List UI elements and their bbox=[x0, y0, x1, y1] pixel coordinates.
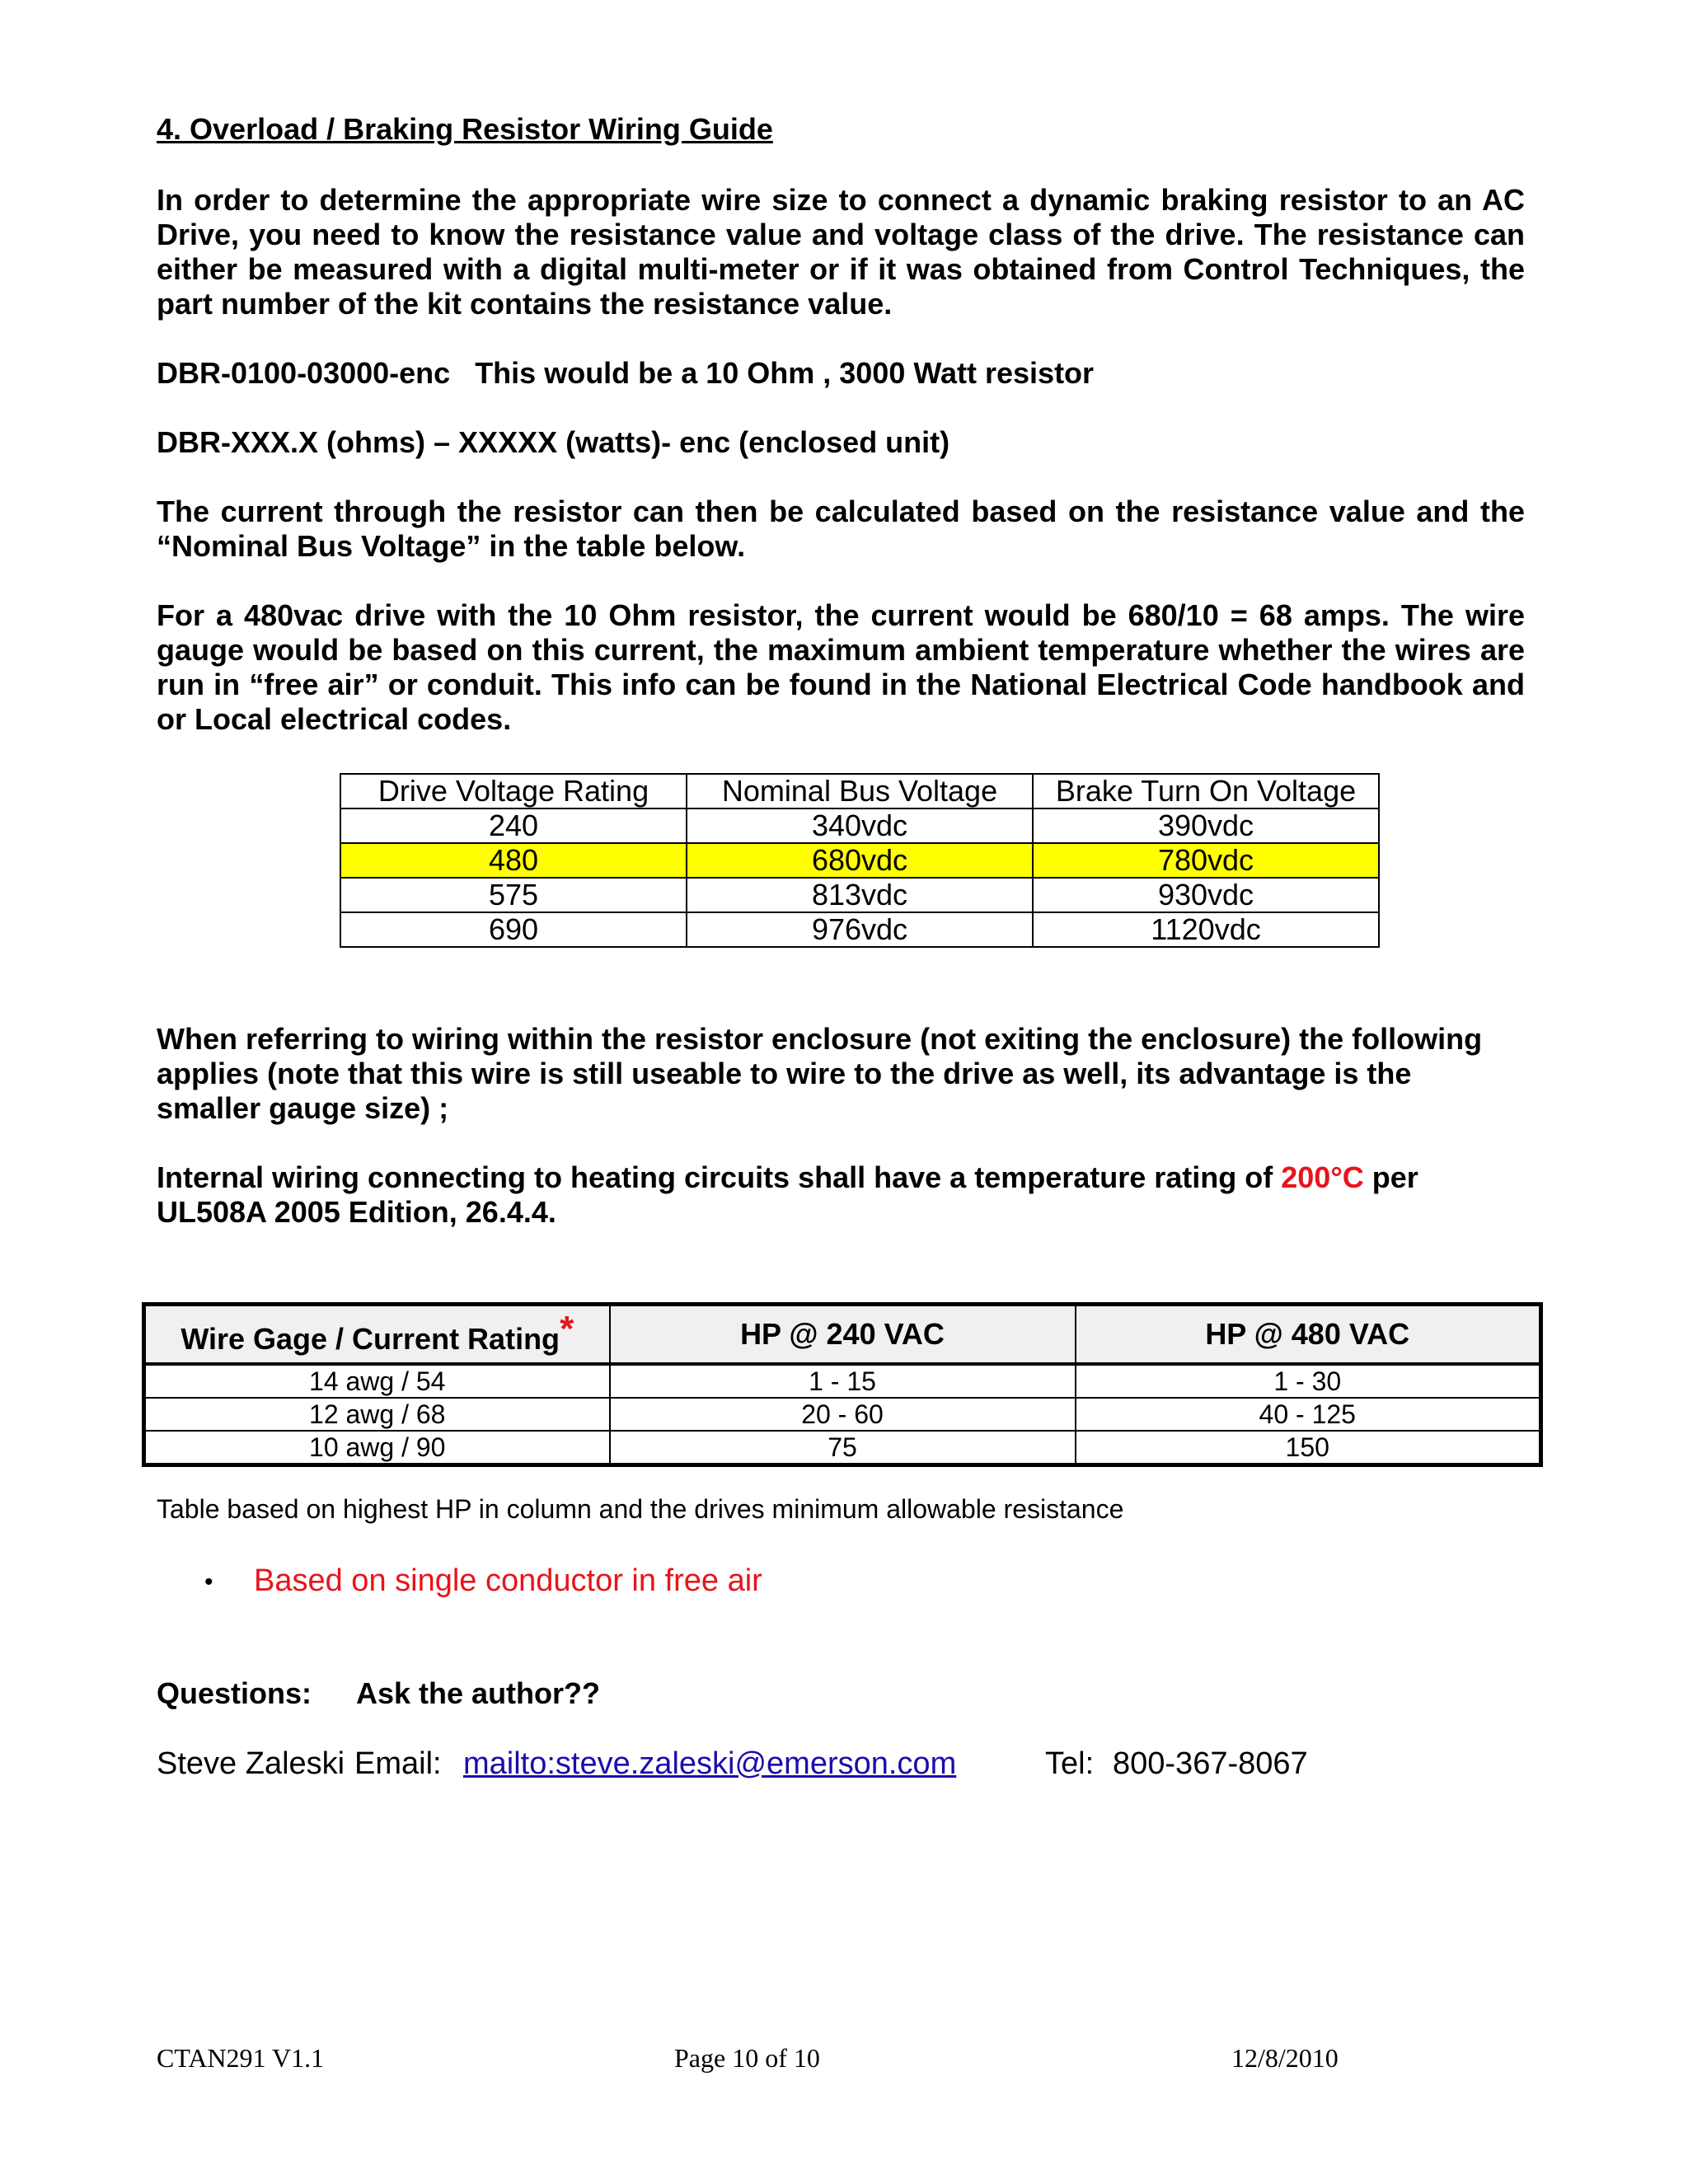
voltage-table bbox=[340, 773, 1380, 948]
header-cell bbox=[144, 1305, 610, 1365]
table-cell: 976vdc bbox=[687, 912, 1033, 947]
table-row bbox=[340, 808, 1379, 843]
table-row-highlighted bbox=[340, 843, 1379, 878]
table-row bbox=[144, 1364, 1541, 1398]
table-cell: 930vdc bbox=[1033, 878, 1379, 912]
footer-date: 12/8/2010 bbox=[1231, 2043, 1339, 2073]
asterisk-mark: * bbox=[560, 1309, 574, 1349]
table-row bbox=[144, 1431, 1541, 1465]
contact-name: Steve Zaleski bbox=[157, 1746, 345, 1781]
temperature-rating: 200°C bbox=[1281, 1160, 1364, 1194]
table-cell: 20 - 60 bbox=[610, 1398, 1076, 1431]
header-cell: HP @ 480 VAC bbox=[1076, 1305, 1541, 1365]
table-cell: 1120vdc bbox=[1033, 912, 1379, 947]
table-cell: 340vdc bbox=[687, 808, 1033, 843]
table-cell: 690 bbox=[340, 912, 687, 947]
intro-paragraph: In order to determine the appropriate wire size to connect a dynamic braking resistor to an AC Drive, you need to know the resistance value and voltage class of the drive. The resistance can either be measured with a digital multi-meter or if it was obtained from Control Techniques, the part number of the kit contains the resistance value. bbox=[157, 183, 1525, 321]
table-cell: 813vdc bbox=[687, 878, 1033, 912]
table-cell: 390vdc bbox=[1033, 808, 1379, 843]
header-cell: Nominal Bus Voltage bbox=[687, 774, 1033, 808]
table-cell: 575 bbox=[340, 878, 687, 912]
internal-text-b: per UL508A 2005 Edition, 26.4.4. bbox=[157, 1160, 1418, 1229]
voltage-table-header bbox=[340, 774, 1379, 808]
bullet-icon: • bbox=[204, 1568, 213, 1596]
internal-text-a: Internal wiring connecting to heating circuits shall have a temperature rating of bbox=[157, 1160, 1282, 1194]
wire-table-header bbox=[144, 1305, 1541, 1365]
questions-label: Questions: bbox=[157, 1676, 312, 1710]
table-note: Table based on highest HP in column and the drives minimum allowable resistance bbox=[157, 1494, 1124, 1524]
table-cell: 14 awg / 54 bbox=[144, 1364, 610, 1398]
footer-doc-id: CTAN291 V1.1 bbox=[157, 2043, 325, 2073]
header-cell: HP @ 240 VAC bbox=[610, 1305, 1076, 1365]
part-number-example: DBR-0100-03000-enc This would be a 10 Ohm , 3000 Watt resistor bbox=[157, 356, 1095, 390]
table-cell: 1 - 30 bbox=[1076, 1364, 1541, 1398]
table-row bbox=[340, 878, 1379, 912]
table-cell: 680vdc bbox=[687, 843, 1033, 878]
bullet-text: Based on single conductor in free air bbox=[254, 1563, 762, 1598]
footer-page-number: Page 10 of 10 bbox=[674, 2043, 820, 2073]
section-title: 4. Overload / Braking Resistor Wiring Guide bbox=[157, 112, 773, 146]
email-label: Email: bbox=[354, 1746, 442, 1781]
table-cell: 1 - 15 bbox=[610, 1364, 1076, 1398]
questions-text: Ask the author?? bbox=[356, 1676, 601, 1710]
table-cell: 12 awg / 68 bbox=[144, 1398, 610, 1431]
header-label: Wire Gage / Current Rating bbox=[181, 1322, 560, 1356]
tel-number: 800-367-8067 bbox=[1113, 1746, 1308, 1781]
current-paragraph: The current through the resistor can then be calculated based on the resistance value and the “Nominal Bus Voltage” in the table below. bbox=[157, 494, 1525, 563]
header-cell: Drive Voltage Rating bbox=[340, 774, 687, 808]
table-cell: 75 bbox=[610, 1431, 1076, 1465]
table-row bbox=[144, 1398, 1541, 1431]
part-number-format: DBR-XXX.X (ohms) – XXXXX (watts)- enc (enclosed unit) bbox=[157, 425, 950, 459]
table-row bbox=[340, 912, 1379, 947]
example-calculation-paragraph: For a 480vac drive with the 10 Ohm resistor, the current would be 680/10 = 68 amps. The wire gauge would be based on this current, the maximum ambient temperature whether the wires are run in “free air” or conduit. This info can be found in the National Electrical Code handbook and or Local electrical codes. bbox=[157, 598, 1525, 736]
table-cell: 480 bbox=[340, 843, 687, 878]
internal-wiring-paragraph bbox=[157, 1160, 1508, 1230]
table-cell: 40 - 125 bbox=[1076, 1398, 1541, 1431]
wire-gauge-table bbox=[142, 1302, 1543, 1467]
table-cell: 240 bbox=[340, 808, 687, 843]
email-link[interactable]: mailto:steve.zaleski@emerson.com bbox=[463, 1746, 957, 1781]
table-cell: 780vdc bbox=[1033, 843, 1379, 878]
header-cell: Brake Turn On Voltage bbox=[1033, 774, 1379, 808]
tel-label: Tel: bbox=[1045, 1746, 1095, 1781]
table-cell: 10 awg / 90 bbox=[144, 1431, 610, 1465]
table-cell: 150 bbox=[1076, 1431, 1541, 1465]
enclosure-paragraph: When referring to wiring within the resistor enclosure (not exiting the enclosure) the following applies (note that this wire is still useable to wire to the drive as well, its advantage is the smaller gauge size) ; bbox=[157, 1022, 1483, 1125]
